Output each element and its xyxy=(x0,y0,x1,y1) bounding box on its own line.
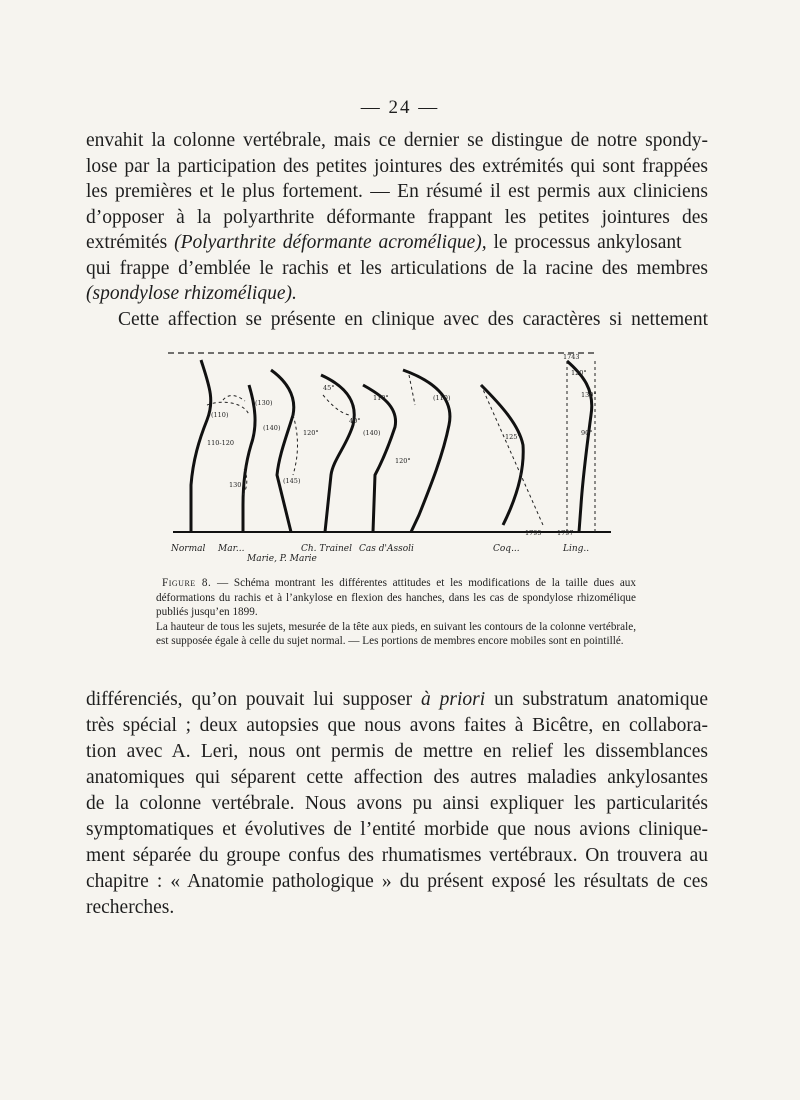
italic-term: (Polyarthrite déformante acromélique), xyxy=(174,232,487,253)
text-line: les premières et le plus fortement. — En résumé il est permis aux cliniciens xyxy=(86,181,708,202)
spine-figure-2 xyxy=(243,385,255,532)
angle-label: 125° xyxy=(505,433,521,441)
spine-diagram xyxy=(163,345,613,567)
subject-label: Coq... xyxy=(493,544,520,554)
subject-label: Ch. Trainel xyxy=(301,544,352,554)
text-line: ment séparée du groupe confus des rhumatismes vertébraux. On trouvera au xyxy=(86,845,708,866)
subject-label: Normal xyxy=(171,544,206,554)
angle-label: 45° xyxy=(323,384,335,392)
spine-figure-4 xyxy=(321,375,354,532)
angle-label: (140) xyxy=(363,429,381,437)
subject-label: Marie, P. Marie xyxy=(247,554,317,564)
angle-label: 1743 xyxy=(563,353,580,361)
text-line: très spécial ; deux autopsies que nous avons faites à Bicêtre, en collabora- xyxy=(86,715,708,736)
text-line xyxy=(86,281,708,307)
text-fragment: extrémités xyxy=(86,232,175,253)
angle-label: 130° xyxy=(581,391,597,399)
angle-label: (110) xyxy=(211,411,229,419)
limb-dotted xyxy=(223,396,245,401)
angle-label: 110° xyxy=(373,394,389,402)
text-line: recherches. xyxy=(86,897,175,918)
subject-label: Ling.. xyxy=(563,544,590,554)
spine-figure-3 xyxy=(271,370,294,532)
angle-label: (140) xyxy=(263,424,281,432)
text-line xyxy=(86,230,708,256)
figure-label: Figure 8. xyxy=(162,577,212,589)
angle-label: 1797 xyxy=(557,529,574,537)
limb-dotted xyxy=(323,395,349,415)
angle-label: 110-120 xyxy=(207,439,235,447)
spine-figure-5 xyxy=(363,385,396,532)
spine-figure-7 xyxy=(481,385,523,525)
text-line: symptomatiques et évolutives de l’entité morbide que nous avions clinique- xyxy=(86,819,708,840)
spine-figure-8 xyxy=(567,361,592,532)
text-fragment: différenciés, qu’on pouvait lui supposer xyxy=(86,689,422,710)
text-line: de la colonne vertébrale. Nous avons pu ainsi expliquer les particularités xyxy=(86,793,708,814)
angle-label: 40° xyxy=(349,417,361,425)
figure-caption xyxy=(156,576,636,649)
text-fragment: le processus ankylosant xyxy=(486,232,682,253)
text-line: envahit la colonne vertébrale, mais ce dernier se distingue de notre spondy- xyxy=(86,130,708,151)
text-line: qui frappe d’emblée le rachis et les articulations de la racine des membres xyxy=(86,257,708,279)
top-paragraph xyxy=(86,128,708,332)
caption-paragraph xyxy=(156,576,636,620)
limb-dotted xyxy=(409,375,415,405)
caption-paragraph: La hauteur de tous les sujets, mesurée de la tête aux pieds, en suivant les contours de la colonne vertébrale, est supposée égale à celle du sujet normal. — Les portions de membres encore mobiles sont en pointillé. xyxy=(156,620,636,648)
page-number: — 24 — xyxy=(360,97,440,118)
angle-label: 90° xyxy=(581,429,593,437)
figure-schema xyxy=(163,345,613,567)
text-line: chapitre : « Anatomie pathologique » du présent exposé les résultats de ces xyxy=(86,871,708,892)
italic-term: à priori xyxy=(421,689,486,710)
angle-label: 130 xyxy=(229,481,242,489)
angle-label: 120° xyxy=(571,369,587,377)
text-line: lose par la participation des petites jointures des extrémités qui sont frappées xyxy=(86,155,708,177)
angle-label: (110) xyxy=(433,394,451,402)
angle-label: 120° xyxy=(395,457,411,465)
limb-dotted xyxy=(293,415,298,475)
caption-text: — Schéma montrant les différentes attitudes et les modifications de la taille dues aux déformations du rachis et à l’ankylose en flexion des hanches, dans les cas de spondylose rhizomélique publiés jusqu’en 1899. xyxy=(156,577,636,619)
angle-label: 120° xyxy=(303,429,319,437)
text-line: tion avec A. Leri, nous ont permis de mettre en relief les dissemblances xyxy=(86,741,708,762)
text-line xyxy=(86,687,708,713)
bottom-paragraph xyxy=(86,687,708,921)
text-fragment: un substratum anatomique xyxy=(485,689,708,710)
text-line: d’opposer à la polyarthrite déformante frappant les petites jointures des xyxy=(86,206,708,228)
subject-label: Cas d'Assoli xyxy=(359,544,414,554)
text-line: Cette affection se présente en clinique avec des caractères si nettement xyxy=(118,308,708,330)
angle-label: 1795 xyxy=(525,529,542,537)
italic-term: (spondylose rhizomélique). xyxy=(86,283,297,304)
angle-label: (130) xyxy=(255,399,273,407)
text-line: anatomiques qui séparent cette affection des autres maladies ankylosantes xyxy=(86,767,708,788)
angle-label: (145) xyxy=(283,477,301,485)
subject-label: Mar... xyxy=(218,544,245,554)
